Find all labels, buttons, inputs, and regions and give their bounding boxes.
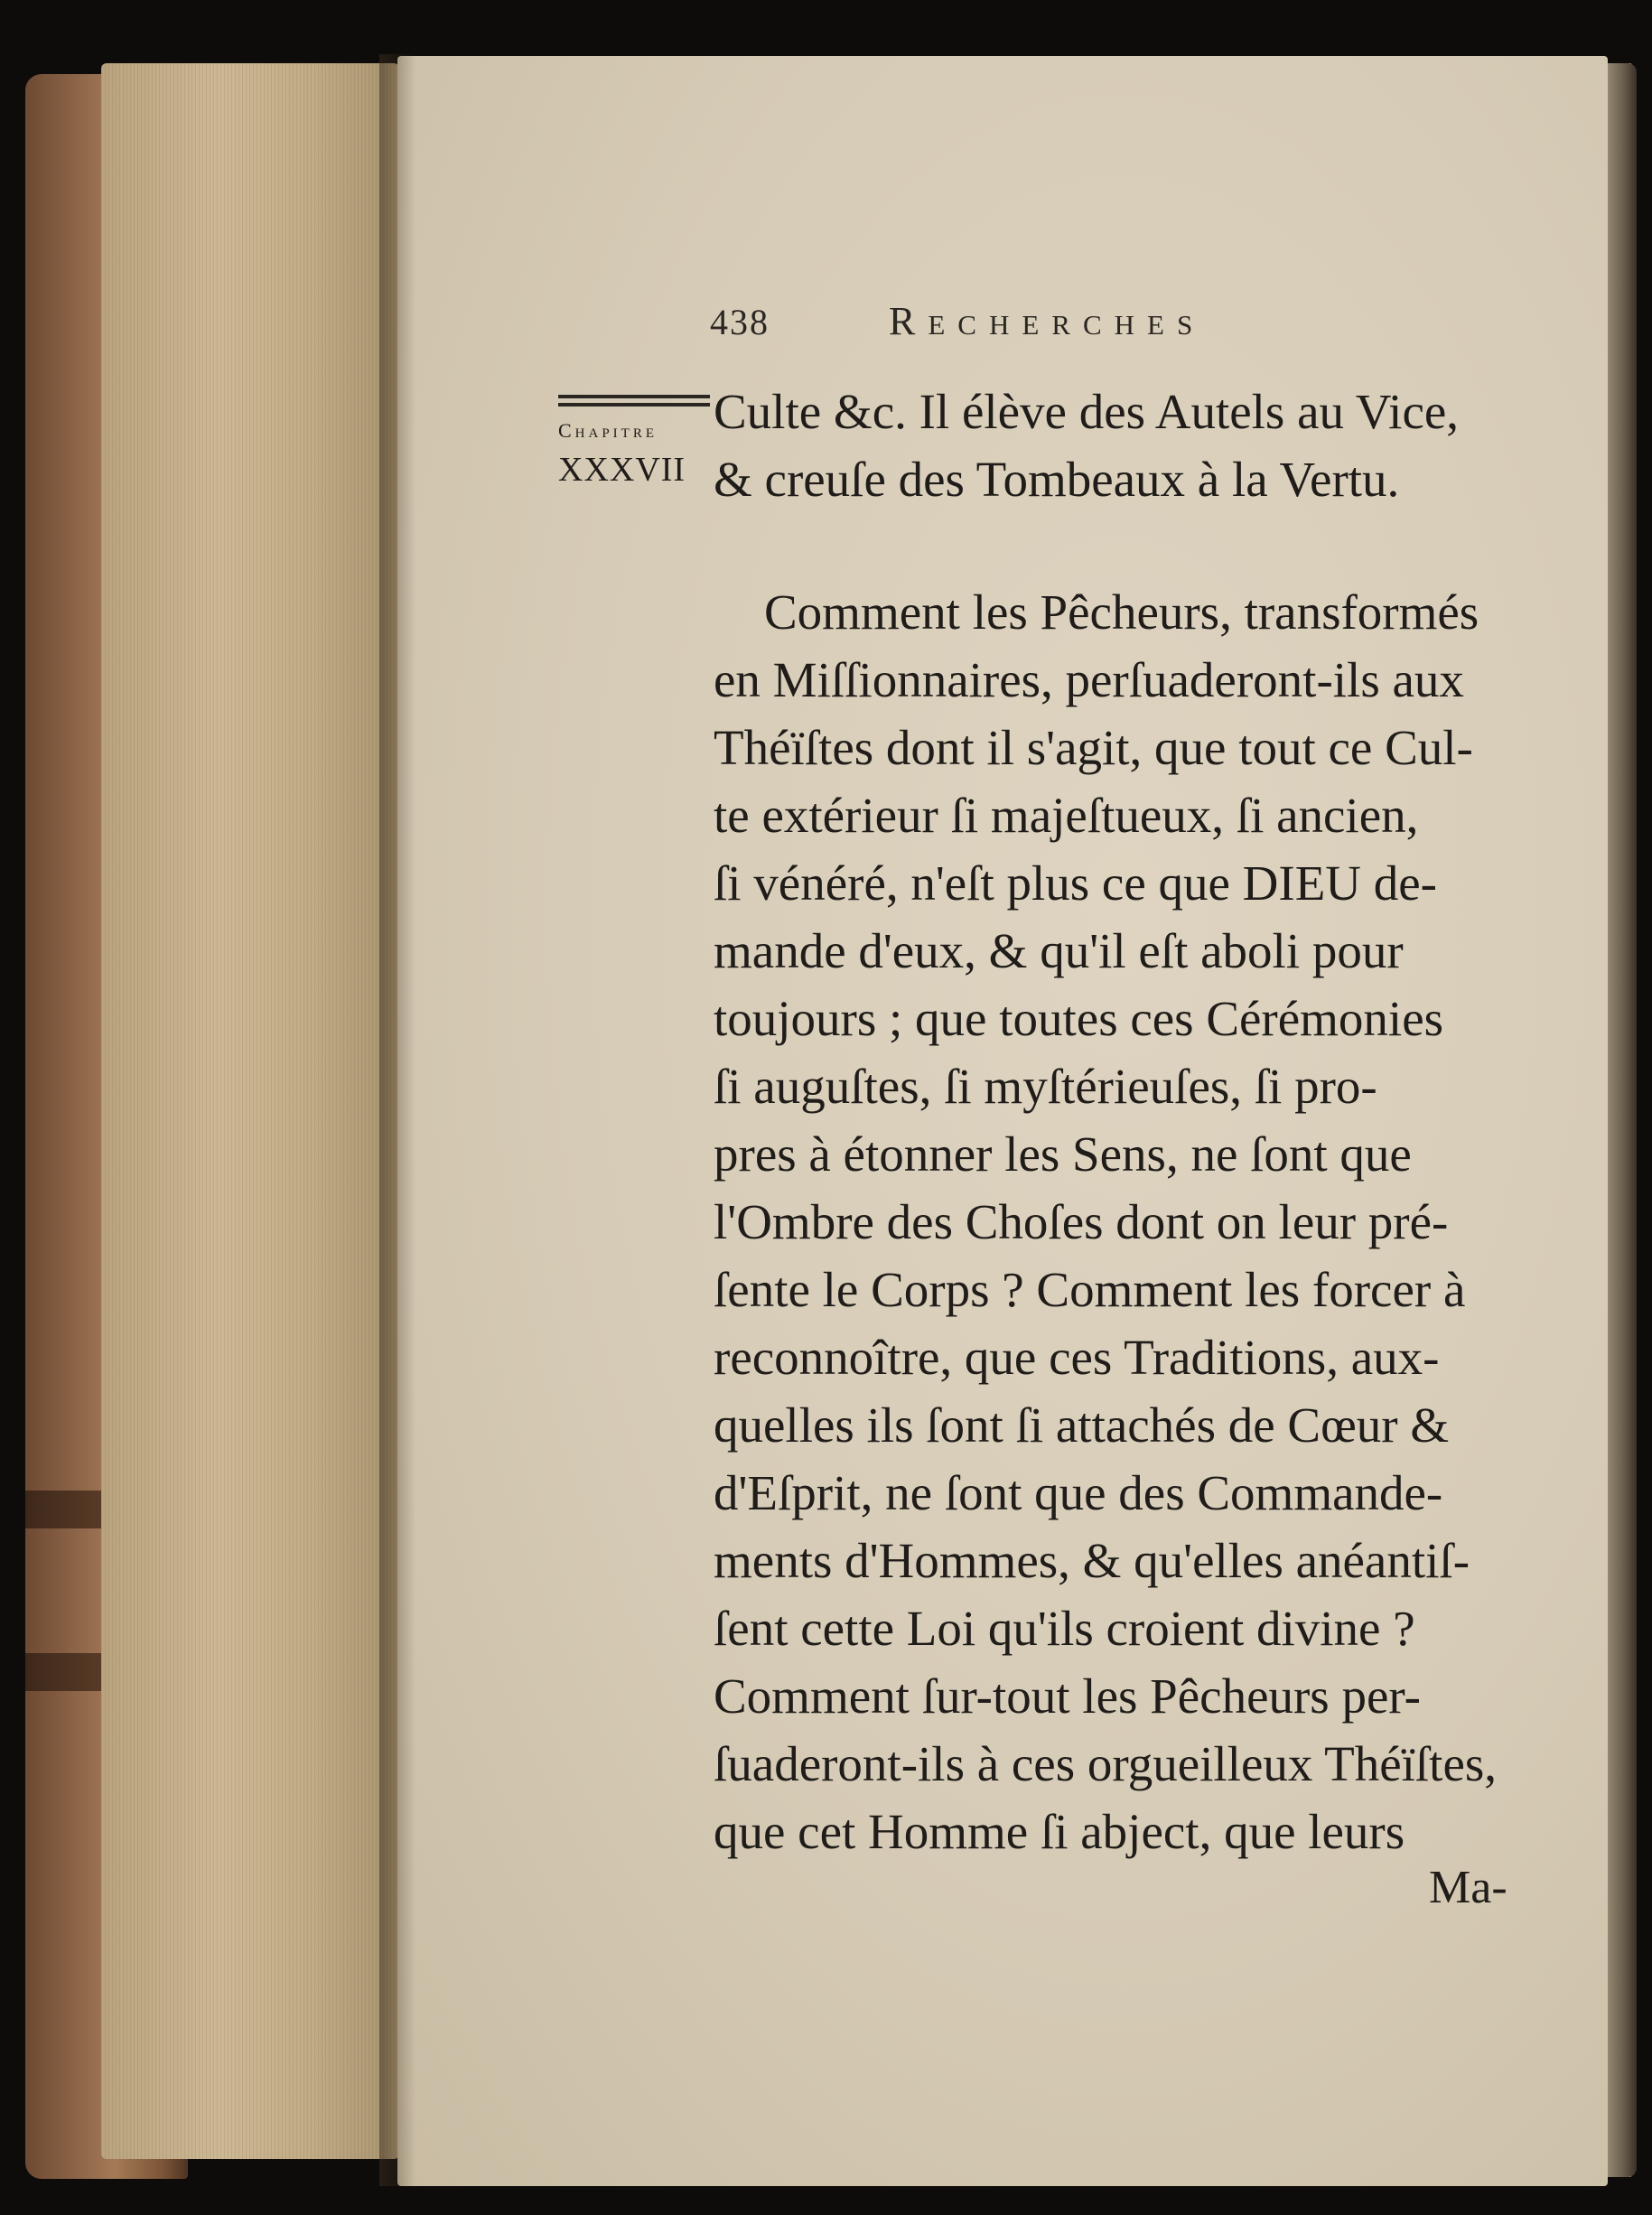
chapter-number: XXXVII	[558, 451, 686, 489]
text-line: pres à étonner les Sens, ne ſont que	[714, 1126, 1412, 1182]
text-line: que cet Homme ſi abject, que leurs	[714, 1804, 1405, 1859]
running-head	[710, 298, 1205, 344]
text-line: & creuſe des Tombeaux à la Vertu.	[714, 452, 1400, 507]
text-line: l'Ombre des Choſes dont on leur pré-	[714, 1194, 1449, 1249]
text-line: d'Eſprit, ne ſont que des Commande-	[714, 1465, 1443, 1520]
text-line: ſi vénéré, n'eſt plus ce que DIEU de-	[714, 855, 1437, 911]
text-line: reconnoître, que ces Traditions, aux-	[714, 1330, 1440, 1385]
page-edges	[101, 63, 399, 2159]
gutter-shadow	[379, 54, 415, 2186]
text-line: toujours ; que toutes ces Cérémonies	[714, 991, 1444, 1046]
chapter-label: Chapitre	[558, 419, 658, 442]
text-line: Comment ſur-tout les Pêcheurs per-	[714, 1668, 1421, 1724]
text-line: quelles ils ſont ſi attachés de Cœur &	[714, 1397, 1450, 1453]
catchword: Ma-	[1429, 1862, 1507, 1913]
text-line: ſente le Corps ? Comment les forcer à	[714, 1262, 1466, 1317]
text-line: en Miſſionnaires, perſuaderont-ils aux	[714, 652, 1464, 707]
text-line: Comment les Pêcheurs, transformés	[764, 584, 1479, 640]
text-line: Théïſtes dont il s'agit, que tout ce Cul-	[714, 720, 1473, 775]
text-line: Culte &c. Il élève des Autels au Vice,	[714, 384, 1460, 439]
page-number: 438	[710, 302, 770, 342]
text-line: ſuaderont-ils à ces orgueilleux Théïſtes,	[714, 1736, 1498, 1791]
double-rule	[558, 395, 710, 398]
chapter-margin-note	[558, 388, 721, 490]
page	[397, 56, 1608, 2186]
text-line: ſi auguſtes, ſi myſtérieuſes, ſi pro-	[714, 1059, 1377, 1114]
text-line: ments d'Hommes, & qu'elles anéantiſ-	[714, 1533, 1470, 1588]
text-line: ſent cette Loi qu'ils croient divine ?	[714, 1601, 1415, 1656]
text-line: mande d'eux, & qu'il eſt aboli pour	[714, 923, 1404, 978]
text-line: te extérieur ſi majeſtueux, ſi ancien,	[714, 788, 1419, 843]
running-title: Recherches	[889, 299, 1206, 343]
double-rule	[558, 403, 710, 407]
